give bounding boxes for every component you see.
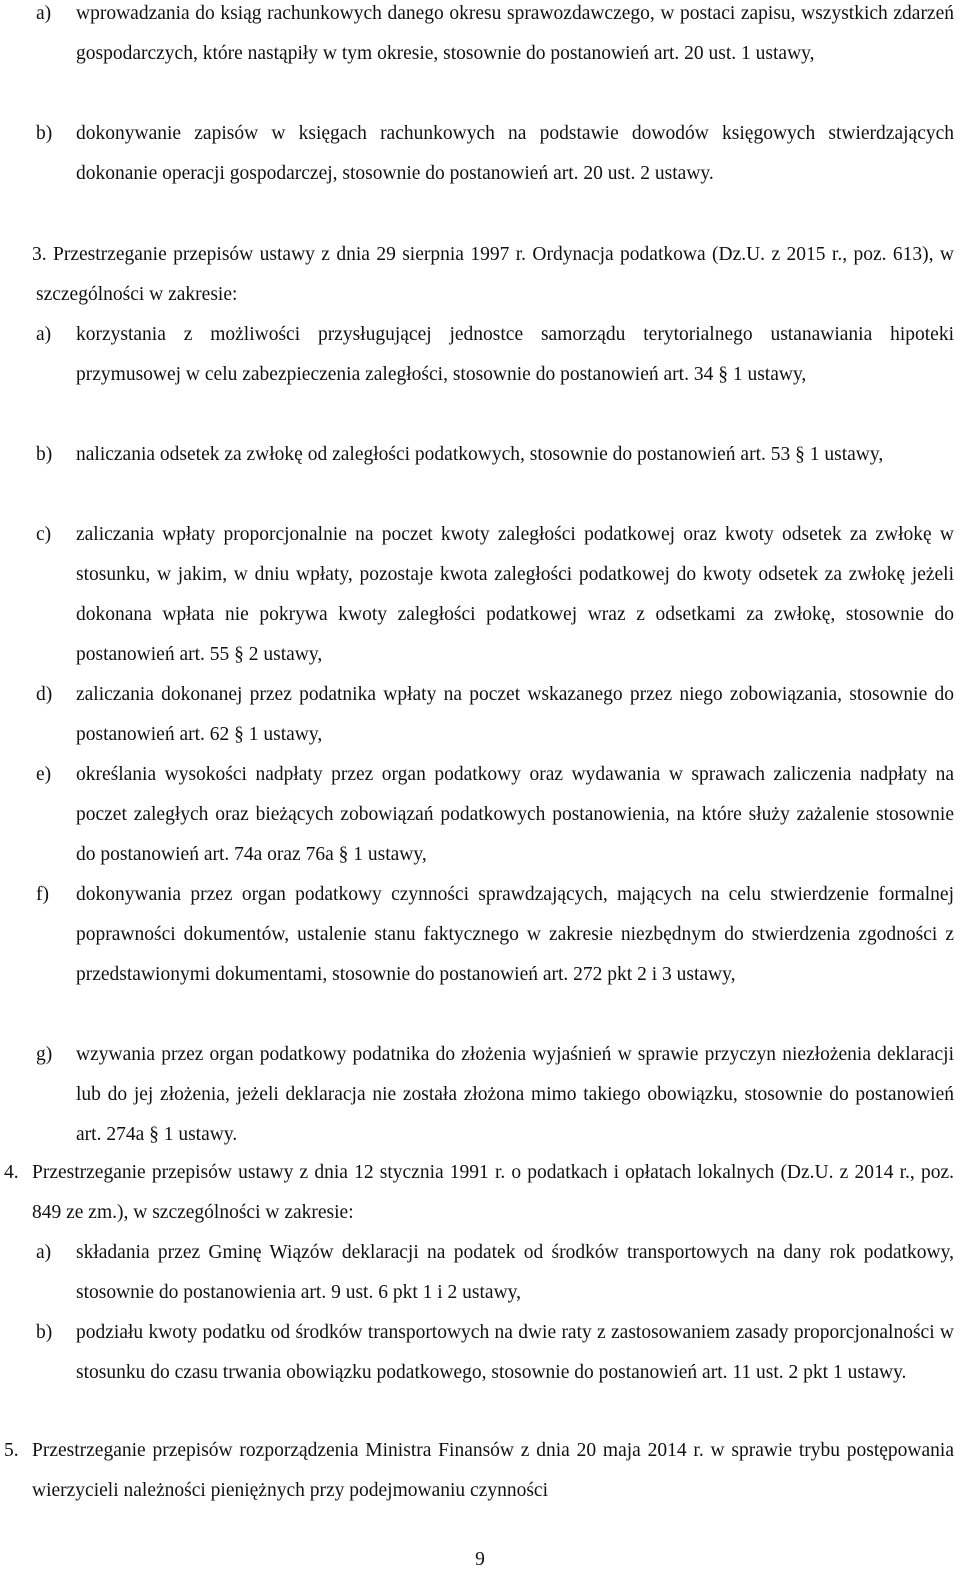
item-text: zaliczania wpłaty proporcjonalnie na poczet kwoty zaległości podatkowej oraz kwoty odsetek za zwłokę w stosunku, w jakim, w dniu wpłaty, pozostaje kwota zaległości podatkowej do kwoty odsetek za zwłokę jeżeli dokonana wpłata nie pokrywa kwoty zaległości podatkowej wraz z odsetkami za zwłokę, stosownie do postanowień art. 55 § 2 ustawy,	[76, 524, 954, 665]
list-item	[4, 1153, 954, 1233]
item-marker: f)	[36, 884, 49, 905]
item-text: 3. Przestrzeganie przepisów ustawy z dnia 29 sierpnia 1997 r. Ordynacja podatkowa (Dz.U. z 2015 r., poz. 613), w szczególności w zakresie:	[32, 244, 954, 305]
item-marker: d)	[36, 684, 53, 705]
list-item	[32, 235, 954, 315]
item-marker: a)	[36, 324, 52, 345]
item-text: korzystania z możliwości przysługującej jednostce samorządu terytorialnego ustanawiania hipoteki przymusowej w celu zabezpieczenia zaległości, stosownie do postanowień art. 34 § 1 ustawy,	[76, 324, 954, 385]
list-item	[36, 114, 954, 194]
item-text: podziału kwoty podatku od środków transportowych na dwie raty z zastosowaniem zasady proporcjonalności w stosunku do czasu trwania obowiązku podatkowego, stosownie do postanowień art. 11 ust. 2 pkt 1 ustawy.	[76, 1322, 954, 1383]
list-item	[36, 875, 954, 995]
item-text: Przestrzeganie przepisów ustawy z dnia 12 stycznia 1991 r. o podatkach i opłatach lokalnych (Dz.U. z 2014 r., poz. 849 ze zm.), w szczególności w zakresie:	[32, 1162, 954, 1223]
item-marker: g)	[36, 1044, 53, 1065]
list-item	[36, 1035, 954, 1155]
item-text: wzywania przez organ podatkowy podatnika do złożenia wyjaśnień w sprawie przyczyn niezłożenia deklaracji lub do jej złożenia, jeżeli deklaracja nie została złożona mimo takiego obowiązku, stosownie do postanowień art. 274a § 1 ustawy.	[76, 1044, 954, 1145]
list-item	[36, 755, 954, 875]
list-item	[36, 435, 954, 475]
list-item	[36, 1233, 954, 1313]
item-text: określania wysokości nadpłaty przez organ podatkowy oraz wydawania w sprawach zaliczenia nadpłaty na poczet zaległych oraz bieżących zobowiązań podatkowych postanowienia, na które służy zażalenie stosownie do postanowień art. 74a oraz 76a § 1 ustawy,	[76, 764, 954, 865]
item-marker: 4.	[4, 1162, 19, 1183]
item-marker: 3.	[32, 244, 47, 265]
item-text: Przestrzeganie przepisów rozporządzenia Ministra Finansów z dnia 20 maja 2014 r. w sprawie trybu postępowania wierzycieli należności pieniężnych przy podejmowaniu czynności	[32, 1440, 954, 1501]
list-item	[36, 315, 954, 395]
item-text: dokonywanie zapisów w księgach rachunkowych na podstawie dowodów księgowych stwierdzających dokonanie operacji gospodarczej, stosownie do postanowień art. 20 ust. 2 ustawy.	[76, 123, 954, 184]
list-item	[4, 1431, 954, 1511]
item-marker: b)	[36, 123, 53, 144]
item-marker: a)	[36, 1242, 52, 1263]
item-text: wprowadzania do ksiąg rachunkowych danego okresu sprawozdawczego, w postaci zapisu, wszystkich zdarzeń gospodarczych, które nastąpiły w tym okresie, stosownie do postanowień art. 20 ust. 1 ustawy,	[76, 3, 954, 64]
item-text: naliczania odsetek za zwłokę od zaległości podatkowych, stosownie do postanowień art. 53 § 1 ustawy,	[76, 444, 884, 465]
list-item	[36, 1313, 954, 1393]
list-item	[36, 515, 954, 675]
item-text: zaliczania dokonanej przez podatnika wpłaty na poczet wskazanego przez niego zobowiązania, stosownie do postanowień art. 62 § 1 ustawy,	[76, 684, 954, 745]
page-number: 9	[475, 1549, 485, 1570]
item-marker: e)	[36, 764, 52, 785]
item-marker: b)	[36, 1322, 53, 1343]
item-marker: b)	[36, 444, 53, 465]
item-marker: c)	[36, 524, 52, 545]
list-item	[36, 675, 954, 755]
item-marker: a)	[36, 3, 52, 24]
item-text: dokonywania przez organ podatkowy czynności sprawdzających, mających na celu stwierdzenie formalnej poprawności dokumentów, ustalenie stanu faktycznego w zakresie niezbędnym do stwierdzenia zgodności z przedstawionymi dokumentami, stosownie do postanowień art. 272 pkt 2 i 3 ustawy,	[76, 884, 954, 985]
list-item	[36, 0, 954, 74]
item-text: składania przez Gminę Wiązów deklaracji na podatek od środków transportowych na dany rok podatkowy, stosownie do postanowienia art. 9 ust. 6 pkt 1 i 2 ustawy,	[76, 1242, 954, 1303]
item-marker: 5.	[4, 1440, 19, 1461]
